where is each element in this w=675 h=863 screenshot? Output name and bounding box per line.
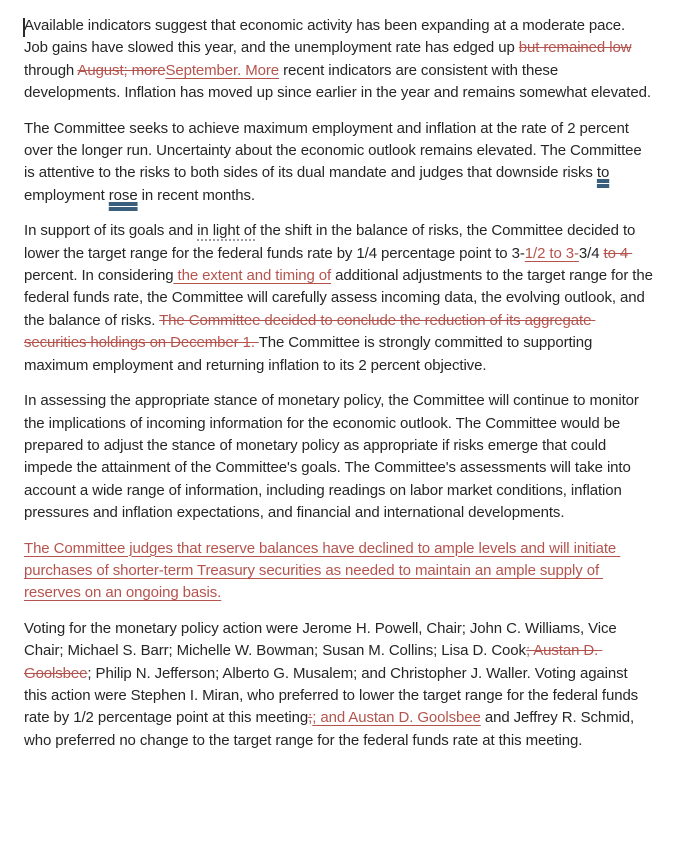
text-run: Voting for the monetary policy action were Jerome H. Powell, Chair; John C. Williams, Vice Chair; Michael S. Barr; Michelle W. Bowman; Susan M. Collins; Lisa D. Cook — [24, 619, 621, 660]
inserted-text: the extent and timing of — [173, 267, 332, 285]
text-run: employment — [24, 164, 614, 204]
text-run: additional adjustments to the target range for the federal funds rate, the Committee will carefully assess incoming data, the evolving outlook, and the balance of risks. — [24, 267, 657, 329]
text-run: The Committee seeks to achieve maximum employment and inflation at the rate of 2 percent over the longer run. Uncertainty about the economic outlook remains elevated. The Committee is attentive to the risks to both sides of its dual mandate and judges that downside risks — [24, 119, 646, 182]
deleted-text: August; more — [77, 61, 166, 79]
text-run: ; Philip N. Jefferson; Alberto G. Musalem; and Christopher J. Waller. Voting against this action were Stephen I. Miran, who preferred to lower the target range for the federal funds rate by 1/2 percentage point at this meeting — [24, 664, 643, 727]
deleted-text: The Committee decided to conclude the reduction of its aggregate securities holdings on December 1. — [24, 311, 596, 352]
text-run: In support of its goals and — [24, 222, 198, 240]
text-run: In assessing the appropriate stance of monetary policy, the Committee will continue to monitor the implications of incoming information for the economic outlook. The Committee would be prepared to adjust the stance of monetary policy as appropriate if risks emerge that could impede the attainment of the Committee's goals. The Committee's assessments will take into account a wide range of information, including readings on labor market conditions, inflation pressures and inflation expectations, and financial and international developments. — [24, 392, 643, 522]
paragraph — [24, 15, 653, 105]
text-run: Available indicators suggest that economic activity has been expanding at a moderate pace. Job gains have slowed this year, and the unemployment rate has edged up — [24, 17, 630, 57]
text-run: 3/4 — [578, 244, 604, 262]
suggestion-double-underline-text: rose — [108, 186, 138, 204]
deleted-text: to 4 — [603, 244, 633, 262]
text-cursor — [23, 18, 25, 37]
inserted-text: 1/2 to 3- — [524, 244, 579, 262]
paragraph — [24, 618, 653, 752]
suggestion-dotted-underline-text: in light of — [197, 222, 257, 240]
deleted-text: ; Austan D. Goolsbee — [24, 642, 603, 682]
text-run: through — [24, 39, 636, 79]
text-run: and Jeffrey R. Schmid, who preferred no change to the target range for the federal funds rate at this meeting. — [24, 709, 639, 749]
text-run: recent indicators are consistent with these developments. Inflation has moved up since earlier in the year and remains somewhat elevated. — [24, 61, 651, 102]
text-run: the shift in the balance of risks, the Committee decided to lower the target range for the federal funds rate by 1/4 percentage point to 3- — [24, 222, 640, 262]
text-run: The Committee is strongly committed to supporting maximum employment and returning inflation to its 2 percent objective. — [24, 334, 597, 374]
text-run: percent. In considering — [24, 267, 174, 285]
deleted-text: but remained low — [518, 39, 632, 57]
text-run: in recent months. — [137, 186, 255, 204]
paragraph — [24, 538, 653, 605]
paragraph — [24, 390, 653, 524]
inserted-text: September. More — [165, 61, 279, 79]
inserted-text: The Committee judges that reserve balances have declined to ample levels and will initiate purchases of shorter-term Treasury securities as needed to maintain an ample supply of reserves on an ongoing basis. — [24, 539, 621, 602]
paragraph — [24, 220, 657, 377]
document-body — [24, 15, 657, 752]
deleted-text: ; — [308, 709, 313, 727]
inserted-text: ; and Austan D. Goolsbee — [312, 709, 481, 727]
paragraph — [24, 118, 653, 208]
suggestion-double-underline-text: to — [596, 164, 610, 182]
